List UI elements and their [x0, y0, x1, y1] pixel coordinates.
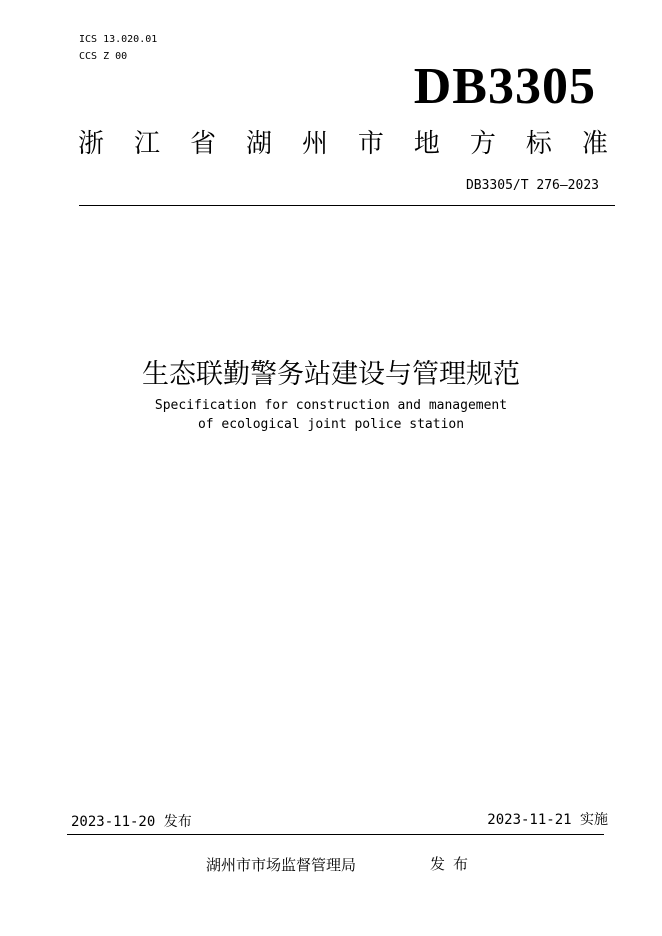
publish-date: 2023-11-20 发布: [71, 814, 192, 830]
standard-number: DB3305/T 276—2023: [465, 178, 599, 193]
category-char: 州: [301, 129, 328, 159]
issue-label: 发布: [430, 855, 477, 873]
ics-code: ICS 13.020.01: [79, 34, 158, 45]
ccs-code: CCS Z 00: [79, 51, 128, 62]
category-char: 浙: [78, 129, 105, 159]
db-code-logo: DB3305: [413, 58, 596, 115]
category-char: 标: [525, 129, 552, 159]
category-char: 市: [357, 129, 384, 159]
category-char: 省: [189, 129, 216, 159]
category-char: 江: [133, 129, 160, 159]
footer-divider: [67, 834, 604, 835]
category-char: 方: [469, 129, 496, 159]
category-char: 湖: [245, 129, 272, 159]
standard-category: [78, 127, 608, 161]
document-title-english-line2: of ecological joint police station: [197, 417, 465, 432]
issuing-authority: 湖州市市场监督管理局: [206, 856, 357, 874]
category-char: 准: [581, 129, 608, 159]
implement-date: 2023-11-21 实施: [487, 812, 608, 828]
category-char: 地: [413, 129, 440, 159]
document-title-chinese: 生态联勤警务站建设与管理规范: [142, 359, 520, 390]
header-divider: [79, 205, 615, 206]
document-title-english-line1: Specification for construction and management: [154, 398, 508, 413]
